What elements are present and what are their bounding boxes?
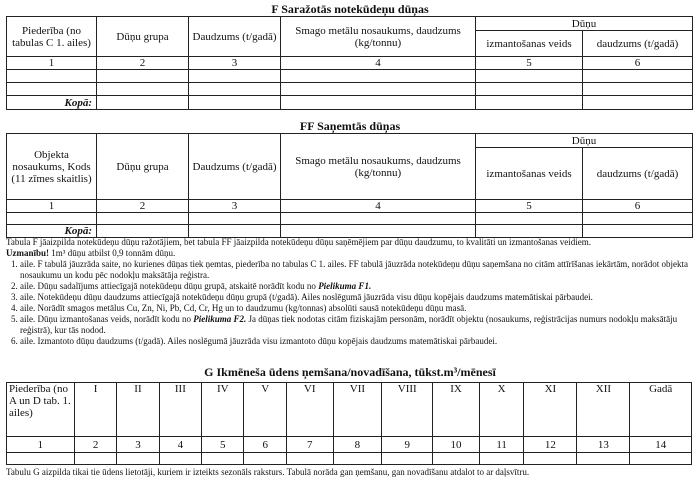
col-smago-header: Smago metālu nosaukums, daudzums (kg/tonnu) (281, 134, 476, 200)
notes-intro: Tabula F jāaizpilda notekūdeņu dūņu ražotājiem, bet tabula FF jāaizpilda notekūdeņu dūņu saņēmējiem par dūņu daudzumu, to kvalitāti un izmantošanas veidiem. (6, 237, 591, 247)
appendix-ref: Pielikuma F2. (193, 314, 247, 324)
table-ff-title: FF Saņemtās dūņas (299, 119, 401, 133)
number-cell: 5 (202, 437, 244, 453)
month-header: I (74, 383, 116, 437)
table-row-numbers (7, 200, 693, 213)
number-cell: 3 (189, 200, 281, 213)
col-daudzums-header: Daudzums (t/gadā) (189, 17, 281, 57)
number-cell: 9 (382, 437, 433, 453)
number-cell: 6 (244, 437, 286, 453)
number-cell: 1 (7, 200, 97, 213)
table-row-total (7, 225, 693, 238)
table-row-numbers (7, 437, 692, 453)
table-row-empty (7, 83, 693, 96)
month-header: IV (202, 383, 244, 437)
col-grupa-header: Dūņu grupa (97, 134, 189, 200)
number-cell: 4 (159, 437, 201, 453)
number-cell: 1 (7, 437, 75, 453)
list-item: 3. aile. Notekūdeņu dūņu daudzums attiecīgajā notekūdeņu dūņu grupā (t/gadā). Ailes noslēgumā jāuzrāda visu dūņu kopējais daudzums matemātiskai pārbaudei. (20, 292, 696, 303)
number-cell: 1 (7, 57, 97, 70)
month-header: II (117, 383, 159, 437)
warning-label: Uzmanību! (6, 248, 50, 258)
number-cell: 2 (97, 200, 189, 213)
number-cell: 13 (577, 437, 630, 453)
number-cell: 2 (74, 437, 116, 453)
number-cell: 14 (630, 437, 692, 453)
month-header: V (244, 383, 286, 437)
table-row-empty (7, 70, 693, 83)
list-item: 4. aile. Norādīt smagos metālus Cu, Zn, Ni, Pb, Cd, Cr, Hg un to daudzumu (kg/tonnas) absolūti sausā notekūdeņu dūņu masā. (20, 303, 696, 314)
table-row-empty (7, 453, 692, 465)
col-izmantosanas-header: izmantošanas veids (476, 148, 583, 200)
table-row-total (7, 96, 693, 110)
number-cell: 10 (433, 437, 480, 453)
number-cell: 4 (281, 200, 476, 213)
table-row-empty (7, 213, 693, 225)
table-g-title: G Ikmēneša ūdens ņemšana/novadīšana, tūkst.m³/mēnesī (204, 365, 496, 379)
col-objekta-header: Objekta nosaukums, Kods (11 zīmes skaitlis) (7, 134, 97, 200)
col-daudzums-header: Daudzums (t/gadā) (189, 134, 281, 200)
list-item: 1. aile. F tabulā jāuzrāda saite, no kurienes dūņas tiek ņemtas, piederība no tabulas C 1. ailes. FF tabulā jāuzrāda notekūdeņu dūņu saņemšana no citām attīrīšanas iekārtām, norādot objekta nosaukumu un kodu pēc nodokļu maksātāja reģistra. (20, 259, 696, 281)
number-cell: 7 (286, 437, 333, 453)
col-daudzums2-header: daudzums (t/gadā) (583, 31, 693, 57)
number-cell: 8 (333, 437, 382, 453)
list-item: 5. aile. Dūņu izmantošanas veids, norādīt kodu no Pielikuma F2. Ja dūņas tiek nodotas citām fiziskajām personām, norādīt objektu (nosaukums, reģistrācijas numurs nodokļu maksātāju reģistrā), kur tās nodod. (20, 314, 696, 336)
table-g (6, 382, 692, 465)
number-cell: 11 (479, 437, 524, 453)
col-piederiba-header: Piederība (no tabulas C 1. ailes) (7, 17, 97, 57)
year-header: Gadā (630, 383, 692, 437)
kopa-label: Kopā: (7, 96, 97, 110)
notes-section (6, 237, 696, 347)
footer-note: Tabulu G aizpilda tikai tie ūdens lietotāji, kuriem ir izteikts sezonāls raksturs. Tabulā norāda gan ņemšanu, gan novadīšanu atdalot to ar daļsvītru. (6, 467, 530, 477)
notes-list (6, 259, 696, 347)
col-dunu-header: Dūņu (476, 134, 693, 148)
table-ff (6, 133, 693, 238)
table-f-title: F Saražotās notekūdeņu dūņas (271, 2, 429, 16)
number-cell: 3 (189, 57, 281, 70)
number-cell: 2 (97, 57, 189, 70)
number-cell: 12 (524, 437, 577, 453)
table-row-numbers (7, 57, 693, 70)
notes-warning (6, 248, 696, 259)
month-header: XII (577, 383, 630, 437)
number-cell: 4 (281, 57, 476, 70)
kopa-label: Kopā: (7, 225, 97, 238)
month-header: VIII (382, 383, 433, 437)
warning-text: 1m³ dūņu atbilst 0,9 tonnām dūņu. (51, 248, 176, 258)
month-header: IX (433, 383, 480, 437)
month-header: III (159, 383, 201, 437)
col-piederiba-header: Piederība (no A un D tab. 1. ailes) (7, 383, 75, 437)
month-header: VII (333, 383, 382, 437)
month-header: XI (524, 383, 577, 437)
col-smago-header: Smago metālu nosaukums, daudzums (kg/tonnu) (281, 17, 476, 57)
col-izmantosanas-header: izmantošanas veids (476, 31, 583, 57)
number-cell: 5 (476, 57, 583, 70)
col-dunu-header: Dūņu (476, 17, 693, 31)
table-f (6, 16, 693, 110)
month-header: X (479, 383, 524, 437)
appendix-ref: Pielikuma F1. (318, 281, 372, 291)
month-header: VI (286, 383, 333, 437)
number-cell: 5 (476, 200, 583, 213)
number-cell: 3 (117, 437, 159, 453)
number-cell: 6 (583, 200, 693, 213)
list-item: 6. aile. Izmantoto dūņu daudzums (t/gadā). Ailes noslēgumā jāuzrāda visu izmantoto dūņu kopējais daudzums matemātiskai pārbaudei. (20, 336, 696, 347)
list-item: 2. aile. Dūņu sadalījums attiecīgajā notekūdeņu dūņu grupā, atskaitē norādīt kodu no Pielikuma F1. (20, 281, 696, 292)
col-daudzums2-header: daudzums (t/gadā) (583, 148, 693, 200)
number-cell: 6 (583, 57, 693, 70)
col-grupa-header: Dūņu grupa (97, 17, 189, 57)
